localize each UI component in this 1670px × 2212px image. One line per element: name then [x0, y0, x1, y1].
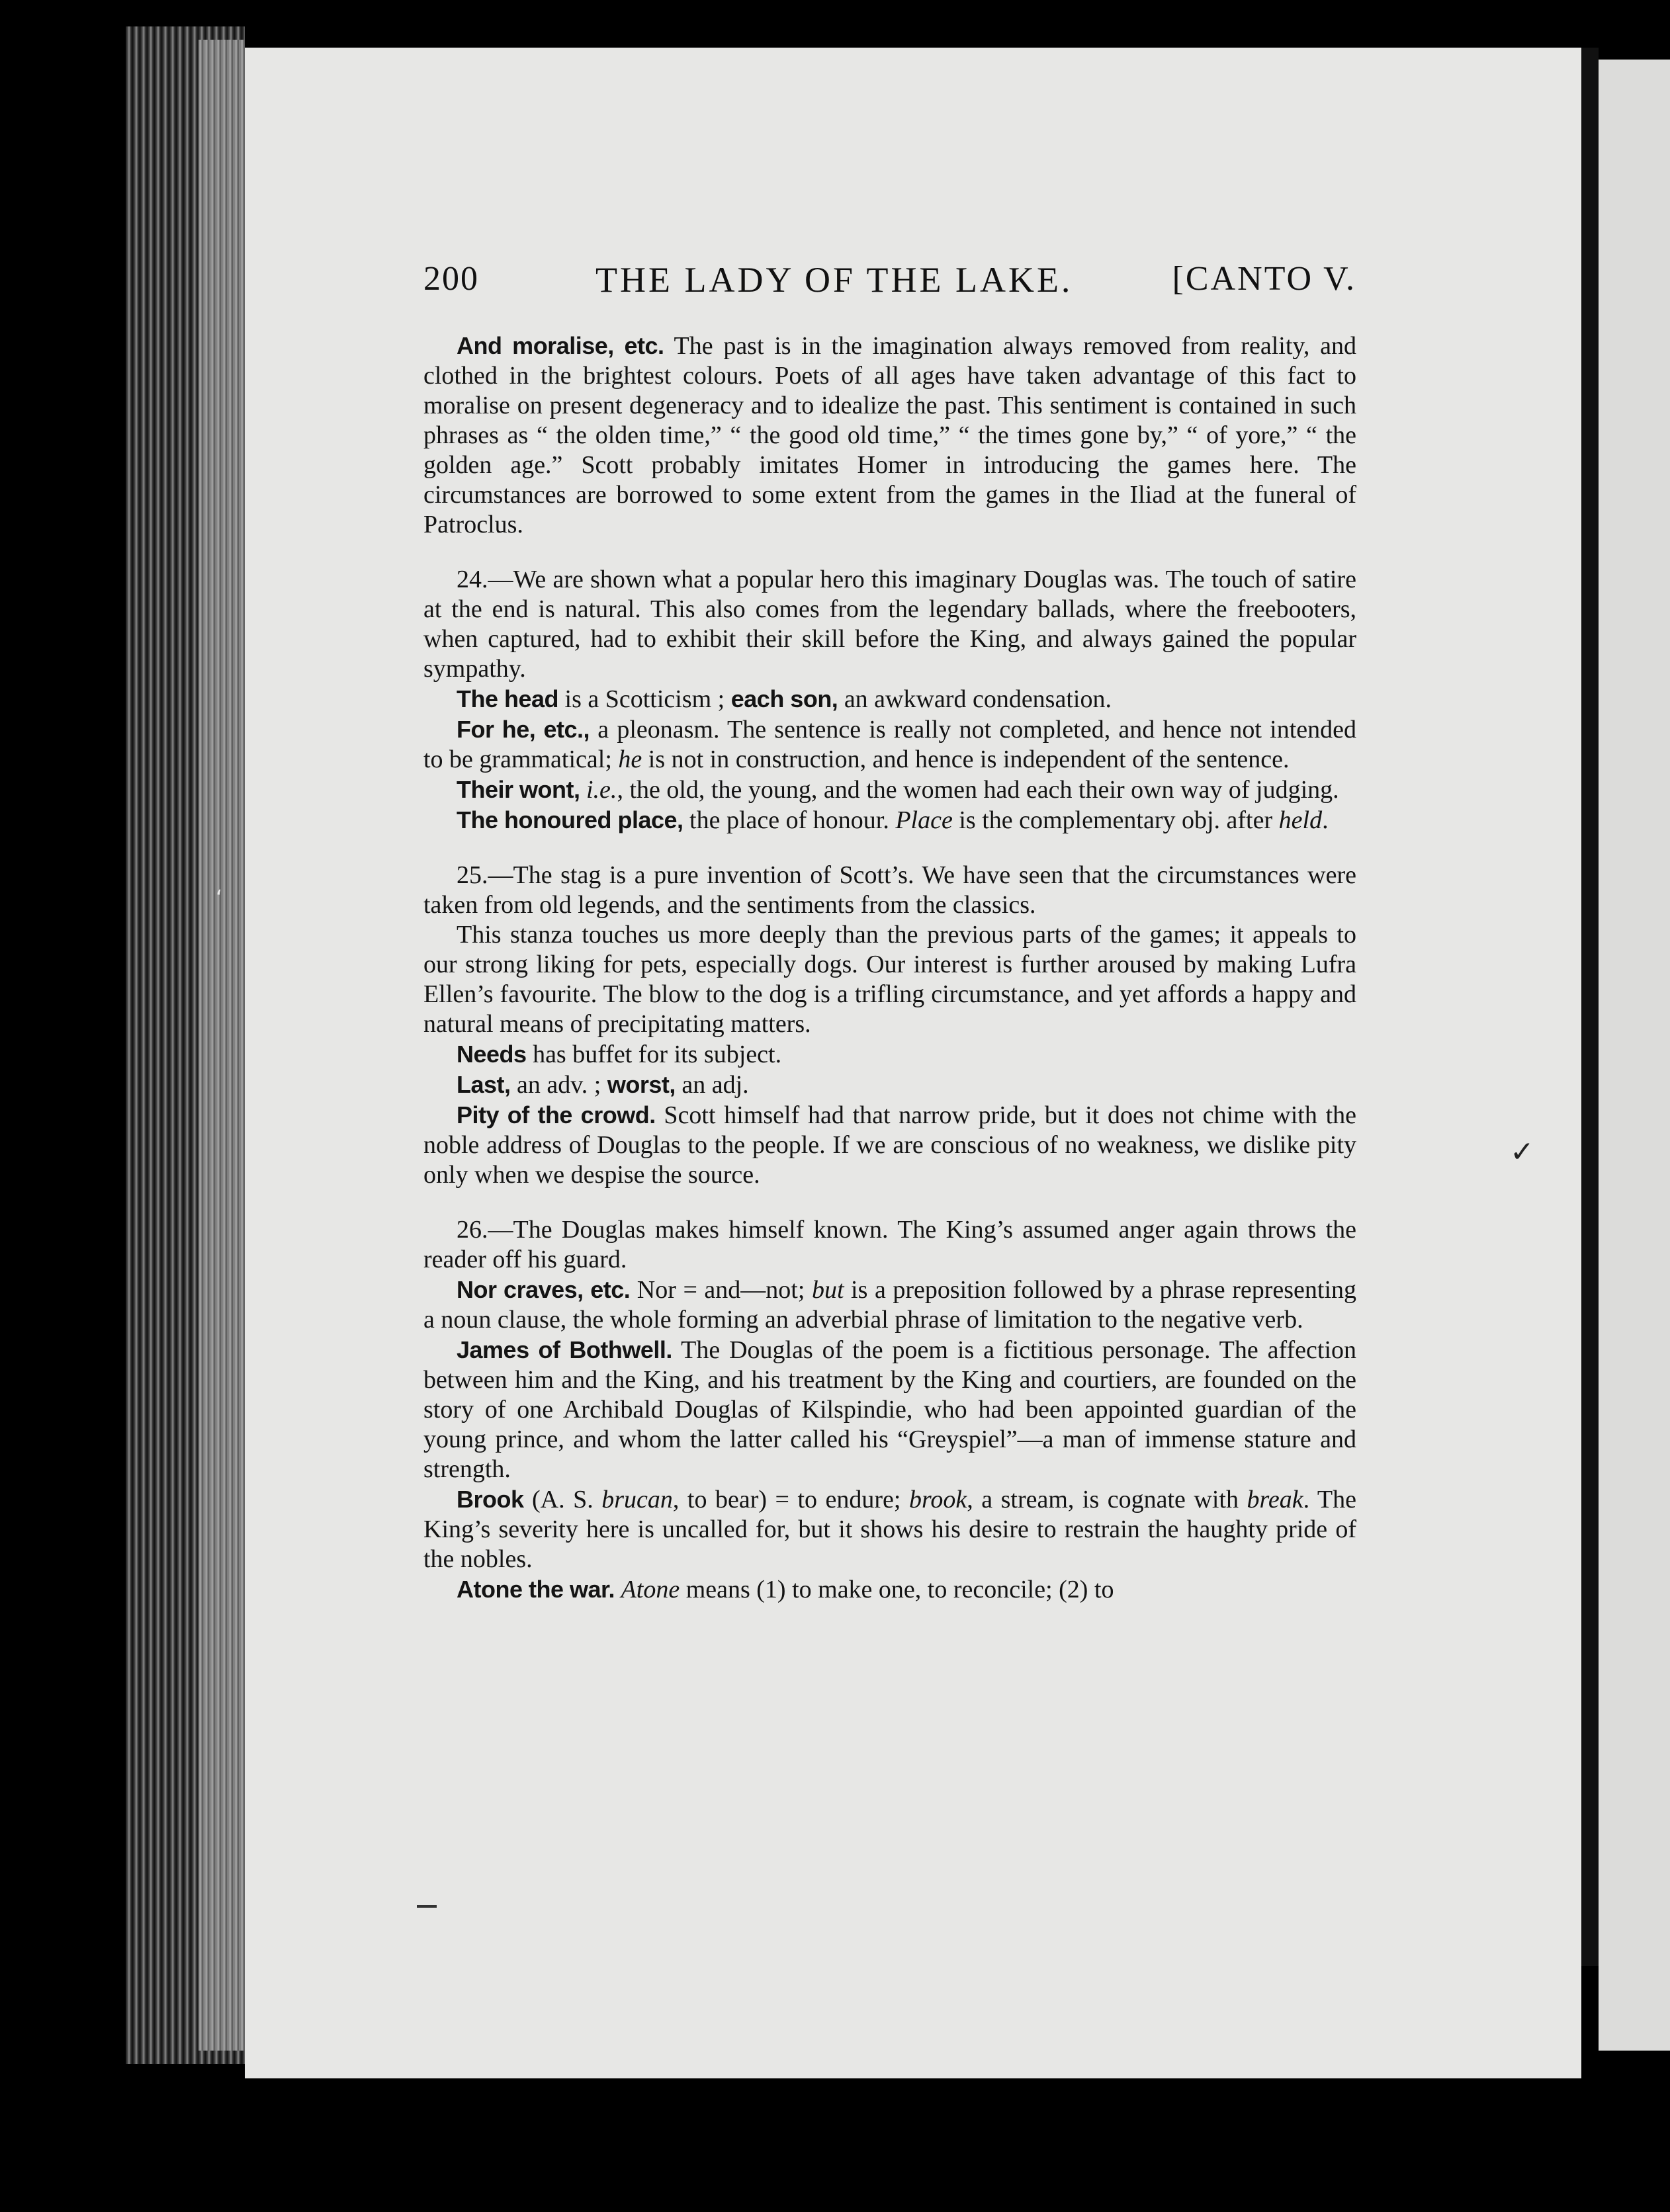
note-text: , to bear) = to endure; [672, 1486, 909, 1513]
stray-print-mark [417, 1905, 437, 1908]
page-number: 200 [423, 260, 479, 298]
note-italic: Place [895, 806, 953, 834]
note-text: an awkward condensation. [838, 685, 1112, 713]
page-body [423, 331, 1356, 1605]
note-atone-the-war [423, 1574, 1356, 1605]
note-text: the place of honour. [683, 806, 896, 834]
canto-label: [CANTO V. [1172, 260, 1356, 298]
page-header [423, 259, 1356, 312]
note-for-he [423, 714, 1356, 775]
note-text: Nor = and—not; [630, 1276, 812, 1304]
note-text: 25.—The stag is a pure invention of Scott’s. We have seen that the circumstances were taken from old legends, and the sentiments from the classics. [423, 861, 1356, 919]
note-text: 26.—The Douglas makes himself known. The King’s assumed anger again throws the reader off his guard. [423, 1216, 1356, 1273]
note-lemma: Brook [457, 1486, 524, 1513]
note-italic: break [1247, 1486, 1303, 1513]
note-last-worst [423, 1070, 1356, 1100]
note-lemma: Nor craves, etc. [457, 1276, 631, 1303]
note-text [615, 1576, 621, 1603]
note-nor-craves [423, 1275, 1356, 1335]
note-text: is a preposition followed by a phrase representing a noun clause, the whole forming an adverbial phrase of limitation to the negative verb. [423, 1276, 1357, 1334]
note-text: (A. S. [523, 1486, 602, 1513]
note-text: The past is in the imagination always removed from reality, and clothed in the brightest colours. Poets of all ages have taken advantage of this fact to moralise on present degeneracy and to idealize the past. This sentiment is contained in such phrases as “ the olden time,” “ the good old time,” “ the times gone by,” “ of yore,” “ the golden age.” Scott probably imitates Homer in introducing the games here. The circumstances are borrowed to some extent from the games in the Iliad at the funeral of Patroclus. [423, 332, 1356, 538]
note-lemma: And moralise, etc. [457, 332, 664, 359]
note-james-of-bothwell [423, 1335, 1356, 1484]
gutter-shadow [1581, 48, 1599, 1966]
note-the-head [423, 684, 1356, 714]
stanza-25-commentary [423, 920, 1356, 1039]
note-text: is the complementary obj. after [952, 806, 1279, 834]
note-text: is a Scotticism ; [558, 685, 731, 713]
note-lemma: The head [457, 685, 559, 712]
note-pity-of-the-crowd [423, 1100, 1356, 1190]
stanza-24-note [423, 565, 1356, 684]
note-italic: he [618, 745, 642, 773]
note-brook [423, 1484, 1356, 1574]
note-italic: Atone [621, 1576, 680, 1603]
note-honoured-place [423, 805, 1356, 835]
stanza-25-note [423, 861, 1356, 920]
note-text: an adj. [675, 1071, 749, 1099]
note-text: , the old, the young, and the women had each their own way of judging. [617, 776, 1339, 804]
pencil-check-mark: ✓ [1510, 1135, 1534, 1169]
note-lemma: Needs [457, 1041, 527, 1068]
note-text: a pleonasm. The sentence is really not completed, and hence not intended to be grammatical; [423, 716, 1356, 773]
running-title: THE LADY OF THE LAKE. [595, 260, 1073, 300]
stanza-26-note [423, 1215, 1356, 1275]
note-text: has buffet for its subject. [526, 1041, 782, 1068]
note-lemma: The honoured place, [457, 806, 683, 833]
note-lemma: For he, etc., [457, 716, 590, 743]
note-italic: but [811, 1276, 844, 1304]
note-text: Scott himself had that narrow pride, but it does not chime with the noble address of Douglas to the people. If we are conscious of no weakness, we dislike pity only when we despise the source. [423, 1101, 1356, 1189]
note-italic: brook [908, 1486, 967, 1513]
note-lemma: Atone the war. [457, 1576, 615, 1603]
note-lemma: each son, [730, 685, 838, 712]
margin-mark: ‘ [216, 885, 223, 910]
note-text: 24.—We are shown what a popular hero this imaginary Douglas was. The touch of satire at the end is natural. This also comes from the legendary ballads, where the freebooters, when captured, had to exhibit their skill before the King, and always gained the popular sympathy. [423, 566, 1356, 683]
note-text: The Douglas of the poem is a fictitious personage. The affection between him and the King, and his treatment by the King and courtiers, are founded on the story of one Archibald Douglas of Kilspindie, who had been appointed guardian of the young prince, and whom the latter called his “Greyspiel”—a man of immense stature and strength. [423, 1336, 1356, 1483]
note-text: This stanza touches us more deeply than the previous parts of the games; it appeals to our strong liking for pets, especially dogs. Our interest is further aroused by making Lufra Ellen’s favourite. The blow to the dog is a trifling circumstance, and yet affords a happy and natural means of precipitating matters. [423, 921, 1356, 1038]
facing-page-edge [1599, 60, 1670, 2051]
note-text: . [1322, 806, 1329, 834]
note-lemma: Pity of the crowd. [457, 1101, 656, 1128]
note-text: . The King’s severity here is uncalled for, but it shows his desire to restrain the haughty pride of the nobles. [423, 1486, 1357, 1573]
note-italic: brucan [601, 1486, 673, 1513]
note-italic: held [1278, 806, 1323, 834]
note-lemma: Their wont, [457, 776, 580, 803]
note-italic: i.e. [586, 776, 617, 804]
note-needs [423, 1039, 1356, 1070]
note-and-moralise [423, 331, 1356, 540]
note-lemma: James of Bothwell. [457, 1336, 672, 1363]
note-text: an adv. ; [510, 1071, 607, 1099]
note-text: , a stream, is cognate with [967, 1486, 1247, 1513]
book-page-edges-inner [198, 40, 245, 2051]
note-text: is not in construction, and hence is independent of the sentence. [642, 745, 1290, 773]
note-their-wont [423, 775, 1356, 805]
note-lemma: Last, [457, 1071, 511, 1098]
note-text: means (1) to make one, to reconcile; (2) to [680, 1576, 1114, 1603]
note-lemma: worst, [607, 1071, 676, 1098]
